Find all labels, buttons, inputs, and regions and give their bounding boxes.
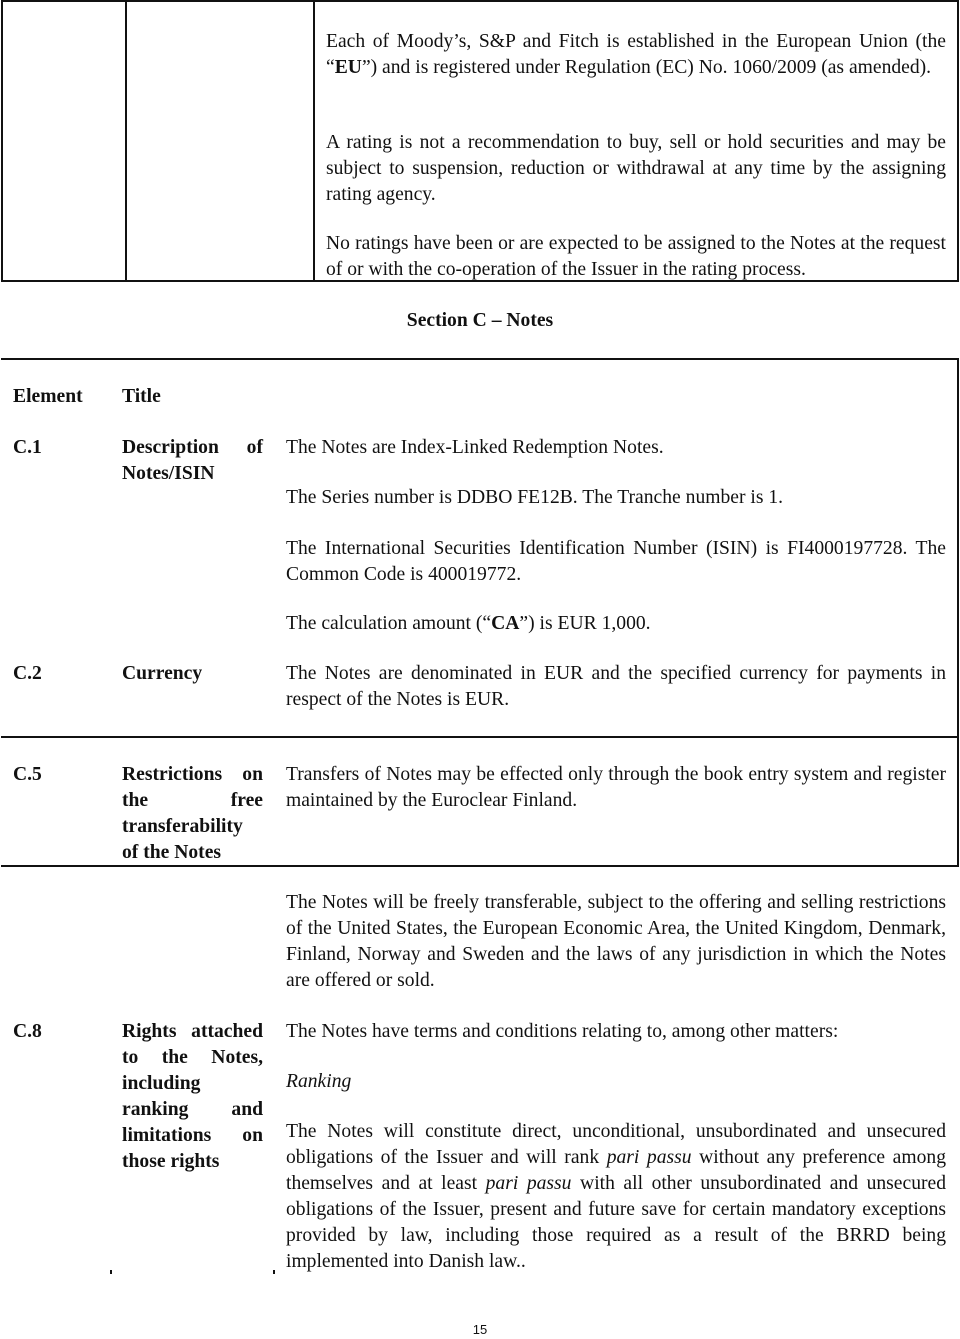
rating-disclaimer-text: A rating is not a recommendation to buy, sell or hold securities and may be subject to suspension, reduction or withdrawal at any time by the assigning rating agency. <box>326 132 946 205</box>
c1-title: Description of Notes/ISIN <box>122 437 263 484</box>
c1-element: C.1 <box>13 437 42 458</box>
c5-title: Restrictions on the free transferability of the Notes <box>122 764 263 863</box>
top-box-left-border <box>1 0 3 282</box>
table-right-border-upper <box>957 358 959 738</box>
c2-title: Currency <box>122 663 203 684</box>
c1-p4: The calculation amount (“CA”) is EUR 1,000. <box>286 613 651 634</box>
table-row-divider <box>1 736 959 738</box>
c2-p1: The Notes are denominated in EUR and the specified currency for payments in respect of the Notes is EUR. <box>286 663 946 710</box>
c8-p2: The Notes will constitute direct, unconditional, unsubordinated and unsecured obligations of the Issuer and will rank pari passu without any preference among themselves and at least pari passu with all other unsubordinated and unsecured obligations of the Issuer, present and future save for certain mandatory exceptions provided by law, including those required as a result of the BRRD being implemented into Danish law.. <box>286 1121 947 1272</box>
c5-element: C.5 <box>13 764 42 785</box>
c1-p2: The Series number is DDBO FE12B. The Tranche number is 1. <box>286 487 784 508</box>
table-right-border-c5 <box>957 736 959 866</box>
c8-ranking-label: Ranking <box>286 1071 352 1092</box>
top-box-divider-1 <box>125 0 127 282</box>
header-title: Title <box>122 386 161 407</box>
col-tick-2 <box>273 1270 275 1274</box>
top-box-top-border <box>1 0 959 2</box>
c2-element: C.2 <box>13 663 42 684</box>
table-top-border <box>1 358 959 360</box>
c1-p3: The International Securities Identification Number (ISIN) is FI4000197728. The Common Code is 400019772. <box>286 538 946 585</box>
c5-p2: The Notes will be freely transferable, subject to the offering and selling restrictions of the United States, the European Economic Area, the United Kingdom, Denmark, Finland, Norway and Sweden and the laws of any jurisdiction in which the Notes are offered or sold. <box>286 892 946 991</box>
rating-agencies-text: Each of Moody’s, S&P and Fitch is established in the European Union (the “EU”) and is registered under Regulation (EC) No. 1060/2009 (as amended). <box>326 31 946 78</box>
top-box-right-border <box>957 0 959 282</box>
no-ratings-text: No ratings have been or are expected to be assigned to the Notes at the request of or with the co-operation of the Issuer in the rating process. <box>326 233 946 280</box>
c1-p1: The Notes are Index-Linked Redemption Notes. <box>286 437 664 458</box>
c5-p1: Transfers of Notes may be effected only through the book entry system and register maintained by the Euroclear Finland. <box>286 764 946 811</box>
c8-element: C.8 <box>13 1021 42 1042</box>
col-tick-1 <box>110 1270 112 1274</box>
top-box-divider-2 <box>313 0 315 282</box>
header-element: Element <box>13 386 83 407</box>
page-number: 15 <box>472 1322 488 1337</box>
section-heading: Section C – Notes <box>406 310 554 331</box>
c8-p1: The Notes have terms and conditions relating to, among other matters: <box>286 1021 839 1042</box>
c8-title: Rights attached to the Notes, including ranking and limitations on those rights <box>122 1021 263 1172</box>
